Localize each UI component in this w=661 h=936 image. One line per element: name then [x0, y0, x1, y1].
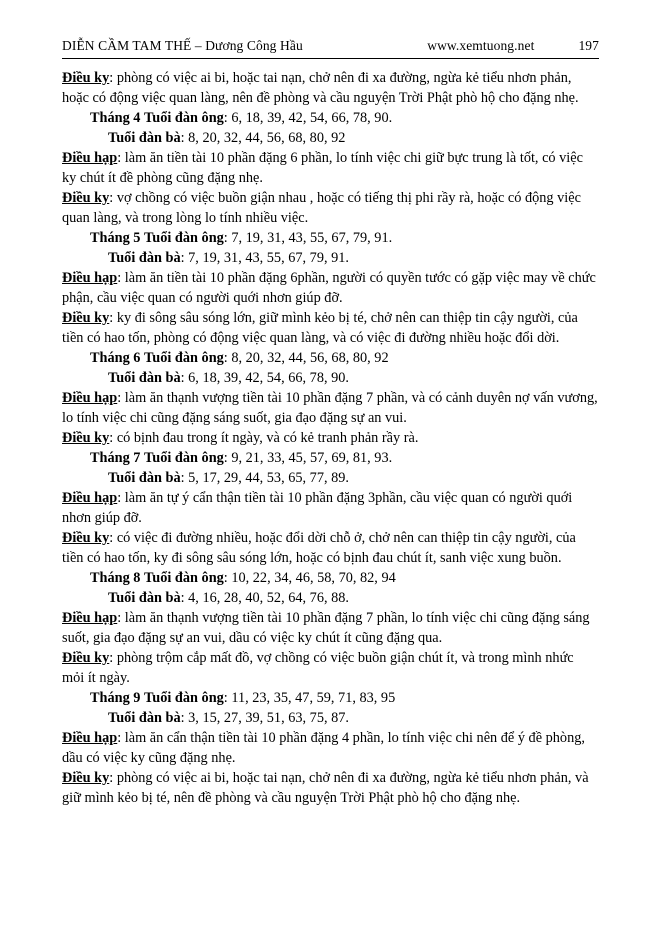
paragraph-text: : làm ăn cẩn thận tiền tài 10 phần đặng 4 phần, lo tính việc chi nên để ý đề phòng, dầu có việc ky cũng đặng nhẹ.: [62, 730, 585, 766]
age-group-label: Tuổi đàn bà: [108, 710, 181, 726]
paragraph-text: : làm ăn tiền tài 10 phần đặng 6 phần, lo tính việc chi giữ bực trung là tốt, có việc ky chút ít đề phòng cũng đặng nhẹ.: [62, 150, 583, 186]
paragraph-text: : vợ chồng có việc buồn giận nhau , hoặc có tiếng thị phi rầy rà, hoặc có động việc quan làng, và trong lòng lo tính nhiều việc.: [62, 189, 581, 226]
header-book-title: DIỄN CẦM TAM THẾ – Dương Công Hầu: [62, 38, 303, 53]
paragraph-lead-label: Điều ky: [62, 309, 110, 326]
month-entry-line: [62, 369, 599, 389]
month-entry-line: [62, 349, 599, 369]
month-entry-line: [62, 249, 599, 269]
paragraph-lead-label: Điều ky: [62, 650, 110, 667]
paragraph-text: : phòng trộm cắp mất đồ, vợ chồng có việc buồn giận chút ít, và trong mình nhức mỏi ít ngày.: [62, 650, 574, 686]
month-label: Tháng 6: [90, 349, 141, 366]
paragraph-text: : phòng có việc ai bi, hoặc tai nạn, chở nên đi xa đường, ngừa kẻ tiểu nhơn phản, hoặc có động việc quan làng, nên đề phòng và cầu nguyện Trời Phật phò hộ cho đặng nhẹ.: [62, 70, 579, 106]
month-entry-line: [62, 569, 599, 589]
body-paragraph: [62, 189, 599, 228]
paragraph-text: : làm ăn tiền tài 10 phần đặng 6phần, người có quyền tước có gặp việc may về chức phận, cầu việc quan có người quới nhơn giúp đỡ.: [62, 270, 596, 306]
paragraph-lead-label: Điều ky: [62, 189, 110, 206]
paragraph-lead-label: Điều hạp: [62, 390, 118, 406]
body-paragraph: [62, 389, 599, 428]
month-entry-line: [62, 709, 599, 729]
age-group-label: Tuổi đàn bà: [108, 129, 181, 146]
month-label: Tháng 5: [90, 229, 141, 246]
month-entry-line: [62, 689, 599, 709]
page-header: [62, 38, 599, 58]
body-paragraph: [62, 69, 599, 108]
age-list-values: : 6, 18, 39, 42, 54, 66, 78, 90.: [223, 109, 393, 126]
paragraph-lead-label: Điều hạp: [62, 610, 118, 627]
age-list-values: : 3, 15, 27, 39, 51, 63, 75, 87.: [180, 710, 349, 726]
age-group-label: Tuổi đàn ông: [144, 229, 224, 246]
age-list-values: : 9, 21, 33, 45, 57, 69, 81, 93.: [223, 449, 393, 466]
body-paragraph: [62, 269, 599, 308]
paragraph-lead-label: Điều ky: [62, 769, 110, 786]
age-group-label: Tuổi đàn bà: [108, 369, 181, 386]
age-group-label: Tuổi đàn ông: [144, 109, 224, 126]
body-paragraph: [62, 729, 599, 768]
age-list-values: : 8, 20, 32, 44, 56, 68, 80, 92: [180, 129, 346, 146]
paragraph-text: : phòng có việc ai bi, hoặc tai nạn, chở nên đi xa đường, ngừa kẻ tiểu nhơn phản, và giữ mình kẻo bị té, nên đề phòng và cầu nguyện Trời Phật phò hộ cho đặng nhẹ.: [62, 769, 589, 806]
age-group-label: Tuổi đàn bà: [108, 249, 181, 266]
age-list-values: : 5, 17, 29, 44, 53, 65, 77, 89.: [180, 470, 349, 487]
body-paragraph: [62, 149, 599, 188]
age-group-label: Tuổi đàn bà: [108, 590, 181, 607]
paragraph-text: : làm ăn tự ý cẩn thận tiền tài 10 phần đặng 3phần, cầu việc quan có người quới nhơn giúp đỡ.: [62, 490, 573, 526]
month-label: Tháng 7: [90, 449, 141, 466]
month-label: Tháng 9: [90, 689, 141, 706]
body-paragraph: [62, 489, 599, 528]
month-entry-line: [62, 589, 599, 609]
paragraph-lead-label: Điều hạp: [62, 270, 118, 287]
paragraph-text: : ky đi sông sâu sóng lớn, giữ mình kẻo bị té, chở nên can thiệp tin cậy người, của tiền có hao tốn, phòng có động việc quan làng, và có việc đi đường nhiều hoặc đổi dời.: [62, 309, 578, 346]
month-entry-line: [62, 129, 599, 149]
month-label: Tháng 8: [90, 569, 141, 586]
paragraph-lead-label: Điều ky: [62, 530, 110, 547]
age-list-values: : 10, 22, 34, 46, 58, 70, 82, 94: [223, 569, 396, 586]
body-paragraph: [62, 529, 599, 568]
month-entry-line: [62, 109, 599, 129]
month-entry-line: [62, 229, 599, 249]
age-group-label: Tuổi đàn ông: [144, 569, 224, 586]
age-list-values: : 6, 18, 39, 42, 54, 66, 78, 90.: [180, 369, 349, 386]
paragraph-text: : làm ăn thạnh vượng tiền tài 10 phần đặng 7 phần, lo tính việc chi cũng đặng sáng suốt, gia đạo đặng sự an vui, dầu có việc ky chút ít cũng đặng qua.: [62, 610, 590, 646]
body-paragraph: [62, 429, 599, 449]
paragraph-lead-label: Điều ky: [62, 429, 110, 446]
body-paragraph: [62, 309, 599, 348]
age-list-values: : 7, 19, 31, 43, 55, 67, 79, 91.: [223, 229, 393, 246]
paragraph-lead-label: Điều hạp: [62, 150, 118, 167]
paragraph-text: : có việc đi đường nhiều, hoặc đổi dời chỗ ở, chở nên can thiệp tin cậy người, của tiền có hao tốn, ky đi sông sâu sóng lớn, hoặc có bịnh đau chút ít, sanh việc xung buồn.: [62, 530, 576, 566]
page-number: 197: [578, 38, 599, 53]
age-group-label: Tuổi đàn ông: [144, 349, 224, 366]
age-group-label: Tuổi đàn ông: [144, 449, 224, 466]
header-website: www.xemtuong.net: [427, 38, 535, 53]
age-list-values: : 4, 16, 28, 40, 52, 64, 76, 88.: [180, 590, 349, 607]
paragraph-lead-label: Điều hạp: [62, 730, 118, 747]
header-divider: [62, 58, 599, 59]
month-label: Tháng 4: [90, 109, 141, 126]
age-list-values: : 11, 23, 35, 47, 59, 71, 83, 95: [223, 689, 396, 706]
age-list-values: : 8, 20, 32, 44, 56, 68, 80, 92: [223, 349, 389, 366]
body-paragraph: [62, 609, 599, 648]
paragraph-lead-label: Điều hạp: [62, 490, 118, 507]
paragraph-lead-label: Điều ky: [62, 70, 110, 86]
month-entry-line: [62, 449, 599, 469]
body-paragraph: [62, 769, 599, 808]
age-group-label: Tuổi đàn bà: [108, 470, 181, 487]
age-list-values: : 7, 19, 31, 43, 55, 67, 79, 91.: [180, 249, 349, 266]
age-group-label: Tuổi đàn ông: [144, 689, 224, 706]
month-entry-line: [62, 469, 599, 489]
paragraph-text: : có bịnh đau trong ít ngày, và có kẻ tranh phản rầy rà.: [109, 429, 419, 446]
document-body: [62, 69, 599, 808]
body-paragraph: [62, 649, 599, 688]
paragraph-text: : làm ăn thạnh vượng tiền tài 10 phần đặng 7 phần, và có cảnh duyên nợ vấn vương, lo tính việc chi cũng đặng sáng suốt, gia đạo đặng sự an vui.: [62, 390, 598, 426]
